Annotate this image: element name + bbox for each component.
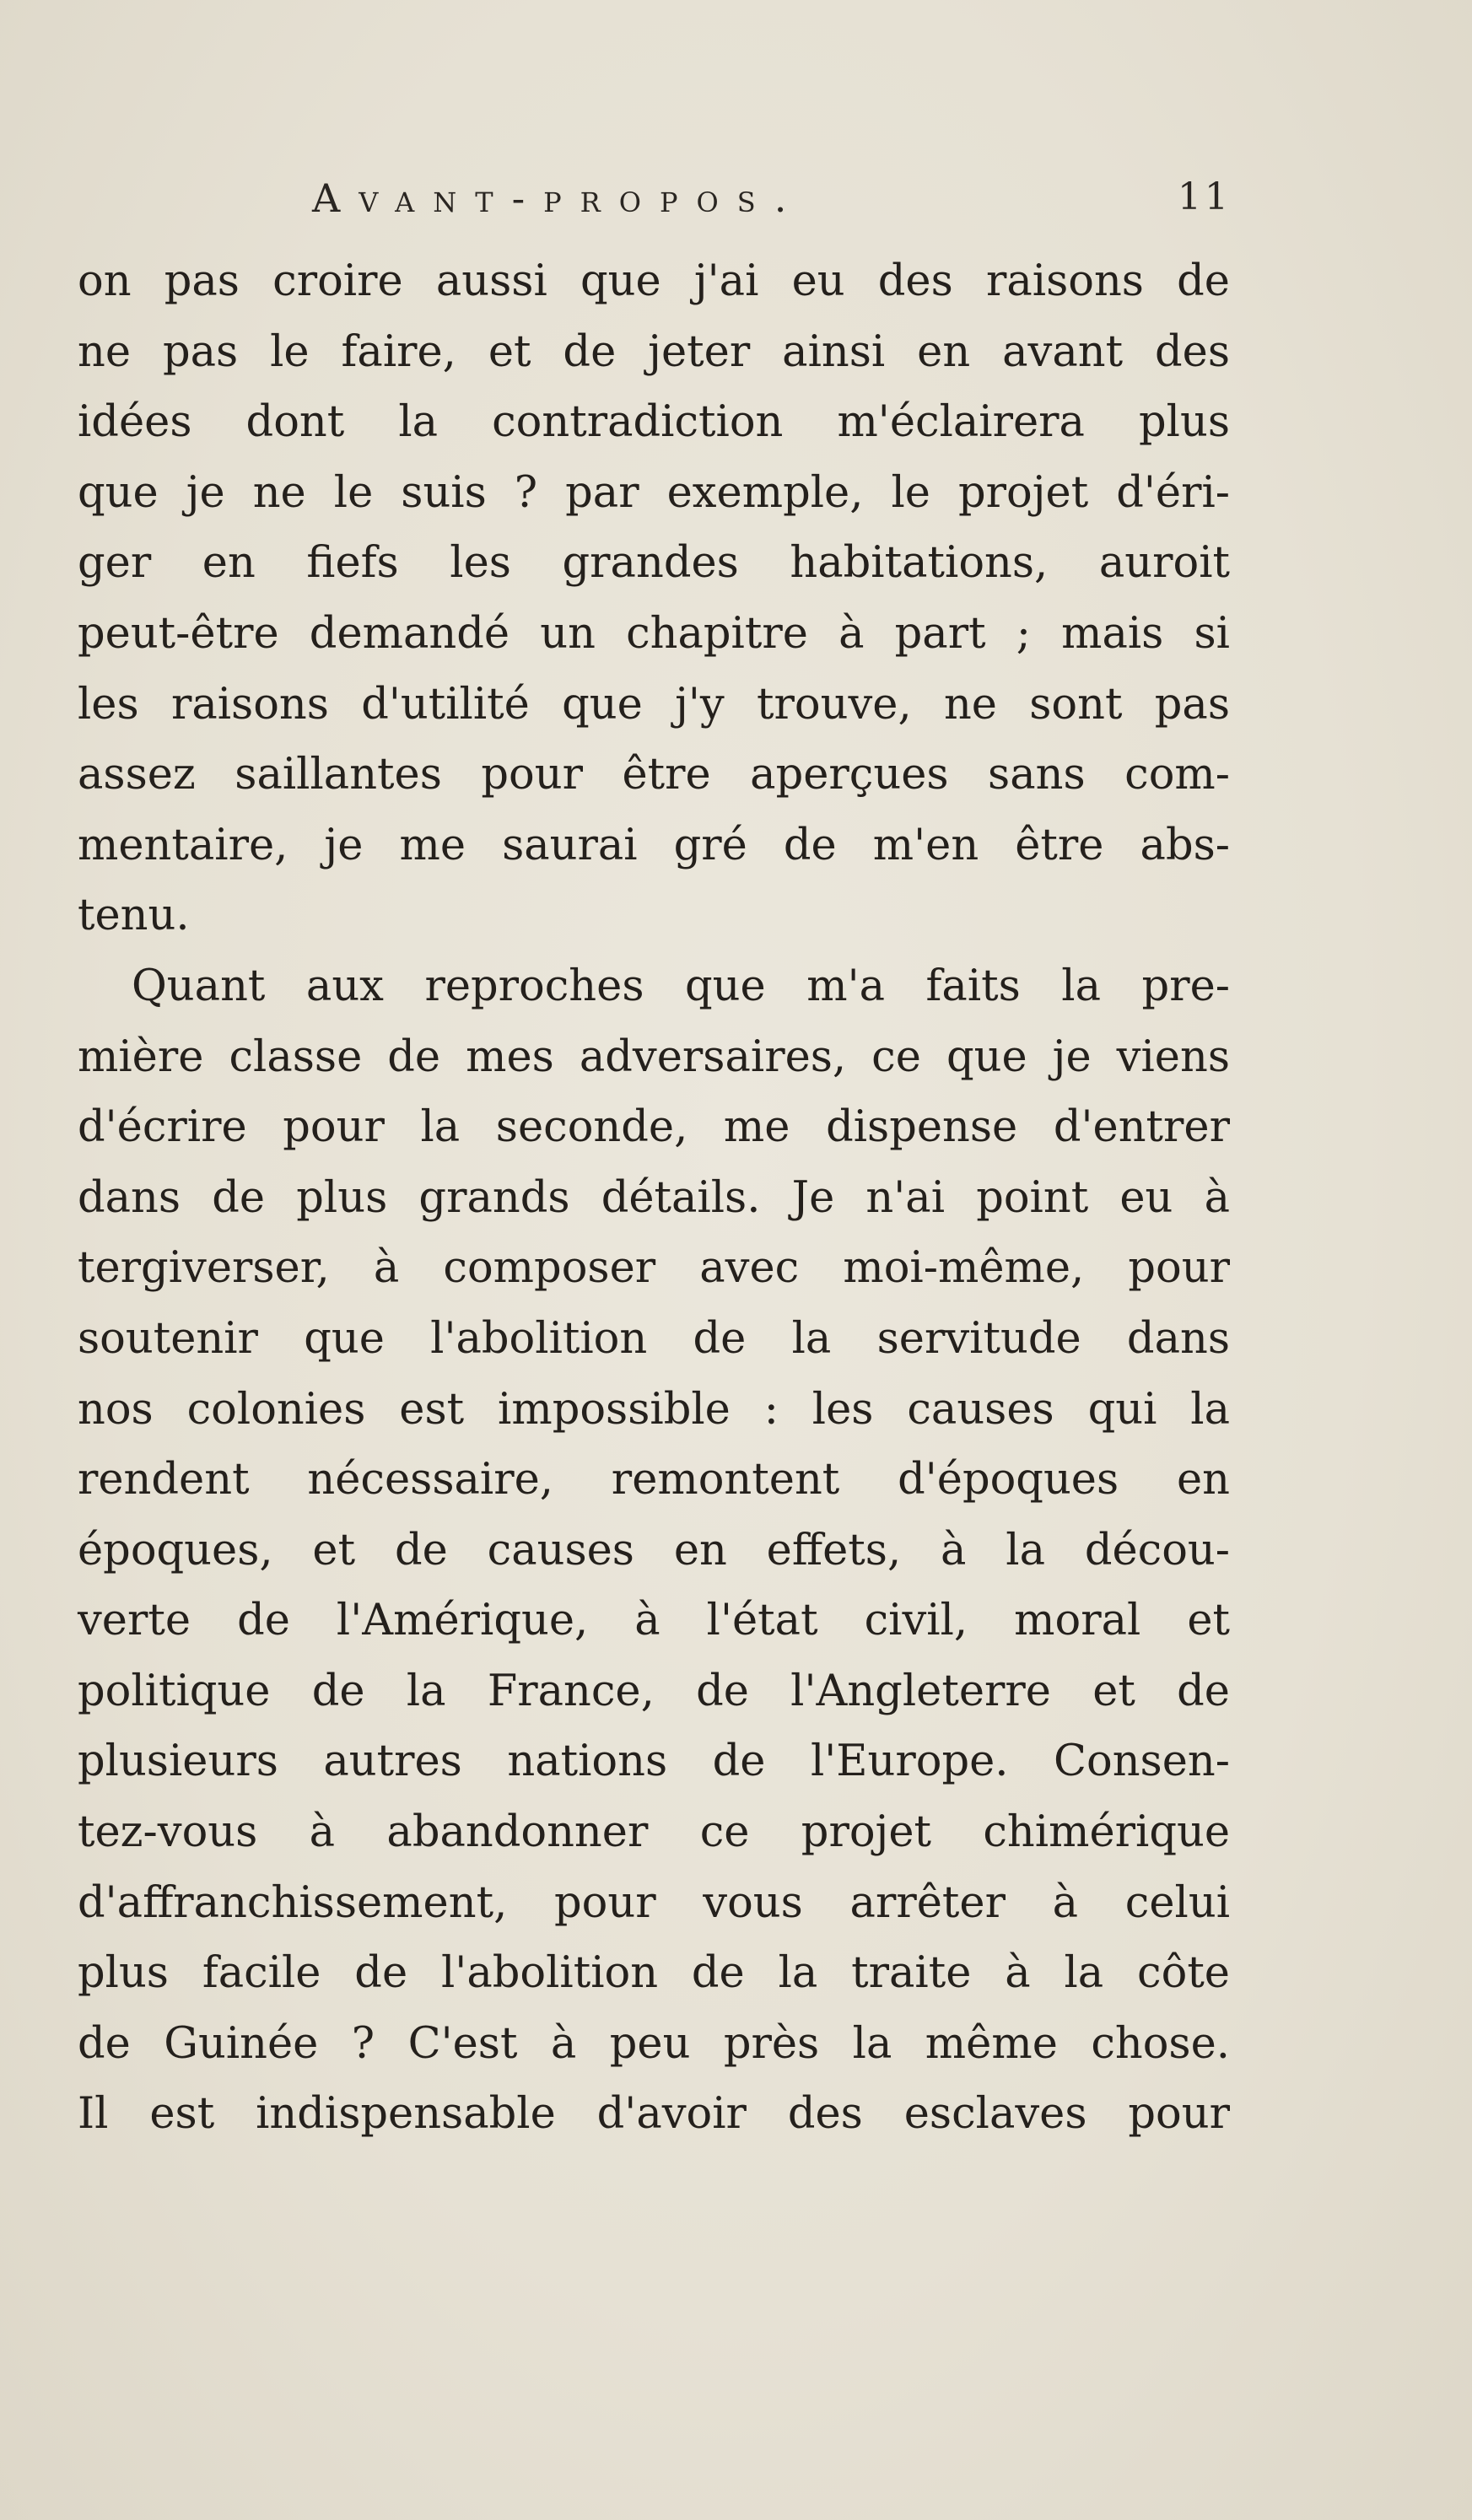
text-line: dans de plus grands détails. Je n'ai point eu à bbox=[78, 1172, 1230, 1223]
text-line: d'écrire pour la seconde, me dispense d'entrer bbox=[78, 1102, 1230, 1153]
paragraph-2 bbox=[78, 951, 1230, 2150]
text-line: tenu. bbox=[78, 891, 190, 941]
text-line: Il est indispensable d'avoir des esclaves pour bbox=[78, 2089, 1230, 2140]
text-line: tergiverser, à composer avec moi-même, pour bbox=[78, 1243, 1230, 1294]
text-line: plusieurs autres nations de l'Europe. Consen- bbox=[78, 1737, 1230, 1787]
text-line: mière classe de mes adversaires, ce que je viens bbox=[78, 1031, 1230, 1082]
text-line: peut-être demandé un chapitre à part ; mais si bbox=[78, 608, 1230, 659]
text-line: assez saillantes pour être aperçues sans com- bbox=[78, 750, 1230, 800]
text-line: de Guinée ? C'est à peu près la même chose. bbox=[78, 2018, 1230, 2069]
text-line: idées dont la contradiction m'éclairera plus bbox=[78, 397, 1230, 448]
running-head bbox=[76, 175, 1232, 234]
text-line: verte de l'Amérique, à l'état civil, moral et bbox=[78, 1596, 1230, 1646]
running-title: Avant-propos. bbox=[312, 175, 806, 221]
text-line: d'affranchissement, pour vous arrêter à celui bbox=[78, 1877, 1230, 1928]
text-line: que je ne le suis ? par exemple, le projet d'éri- bbox=[78, 467, 1230, 518]
paragraph-1 bbox=[78, 246, 1230, 951]
text-line: époques, et de causes en effets, à la décou- bbox=[78, 1525, 1230, 1575]
page-number: 11 bbox=[1178, 175, 1232, 218]
text-line: on pas croire aussi que j'ai eu des raisons de bbox=[78, 256, 1230, 306]
text-line: rendent nécessaire, remontent d'époques en bbox=[78, 1455, 1230, 1505]
text-line: soutenir que l'abolition de la servitude dans bbox=[78, 1313, 1230, 1364]
body-text bbox=[78, 246, 1230, 2150]
text-line: ne pas le faire, et de jeter ainsi en avant des bbox=[78, 326, 1230, 377]
text-line: ger en fiefs les grandes habitations, auroit bbox=[78, 538, 1230, 589]
text-line: plus facile de l'abolition de la traite à la côte bbox=[78, 1948, 1230, 1999]
text-line: les raisons d'utilité que j'y trouve, ne sont pas bbox=[78, 679, 1230, 730]
text-line: Quant aux reproches que m'a faits la pre- bbox=[132, 961, 1230, 1011]
text-line: tez-vous à abandonner ce projet chimérique bbox=[78, 1807, 1230, 1858]
text-line: mentaire, je me saurai gré de m'en être abs- bbox=[78, 820, 1230, 870]
text-line: politique de la France, de l'Angleterre et de bbox=[78, 1666, 1230, 1716]
text-line: nos colonies est impossible : les causes qui la bbox=[78, 1384, 1230, 1435]
